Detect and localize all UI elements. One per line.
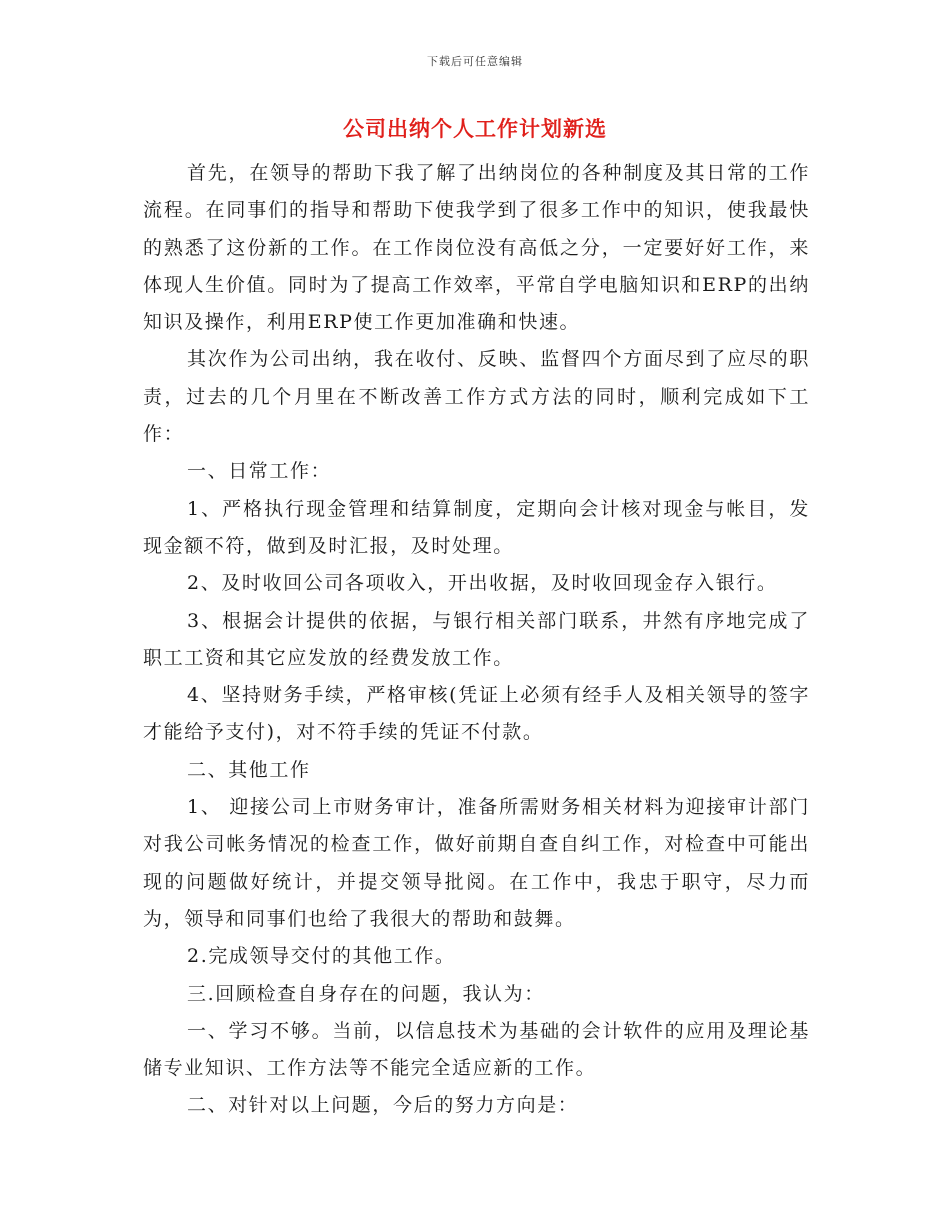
paragraph: 其次作为公司出纳，我在收付、反映、监督四个方面尽到了应尽的职责，过去的几个月里在不断改善工作方式方法的同时，顺利完成如下工作： — [143, 348, 810, 446]
section-heading: 二、其他工作 — [187, 758, 311, 781]
document-body — [143, 155, 810, 1125]
header-note: 下载后可任意编辑 — [427, 55, 523, 68]
section-heading: 三.回顾检查自身存在的问题，我认为： — [187, 982, 545, 1005]
section-heading: 一、日常工作： — [187, 460, 332, 483]
list-item: 2.完成领导交付的其他工作。 — [187, 945, 456, 968]
list-item: 1、严格执行现金管理和结算制度，定期向会计核对现金与帐目，发现金额不符，做到及时汇报，及时处理。 — [143, 497, 810, 557]
list-item: 3、根据会计提供的依据，与银行相关部门联系，井然有序地完成了职工工资和其它应发放的经费发放工作。 — [143, 609, 810, 669]
list-item: 4、坚持财务手续，严格审核(凭证上必须有经手人及相关领导的签字才能给予支付)，对不符手续的凭证不付款。 — [143, 684, 810, 744]
paragraph: 一、学习不够。当前，以信息技术为基础的会计软件的应用及理论基储专业知识、工作方法等不能完全适应新的工作。 — [143, 1019, 810, 1080]
list-item: 2、及时收回公司各项收入，开出收据，及时收回现金存入银行。 — [187, 572, 778, 595]
list-item: 1、 迎接公司上市财务审计，准备所需财务相关材料为迎接审计部门对我公司帐务情况的检查工作，做好前期自查自纠工作，对检查中可能出现的问题做好统计，并提交领导批阅。在工作中，我忠于职守，尽力而为，领导和同事们也给了我很大的帮助和鼓舞。 — [143, 796, 810, 930]
paragraph: 首先，在领导的帮助下我了解了出纳岗位的各种制度及其日常的工作流程。在同事们的指导和帮助下使我学到了很多工作中的知识，使我最快的熟悉了这份新的工作。在工作岗位没有高低之分，一定要好好工作，来体现人生价值。同时为了提高工作效率，平常自学电脑知识和ERP的出纳知识及操作，利用ERP使工作更加准确和快速。 — [143, 162, 810, 334]
paragraph: 二、对针对以上问题，今后的努力方向是： — [187, 1094, 579, 1117]
document-title: 公司出纳个人工作计划新选 — [343, 116, 607, 141]
